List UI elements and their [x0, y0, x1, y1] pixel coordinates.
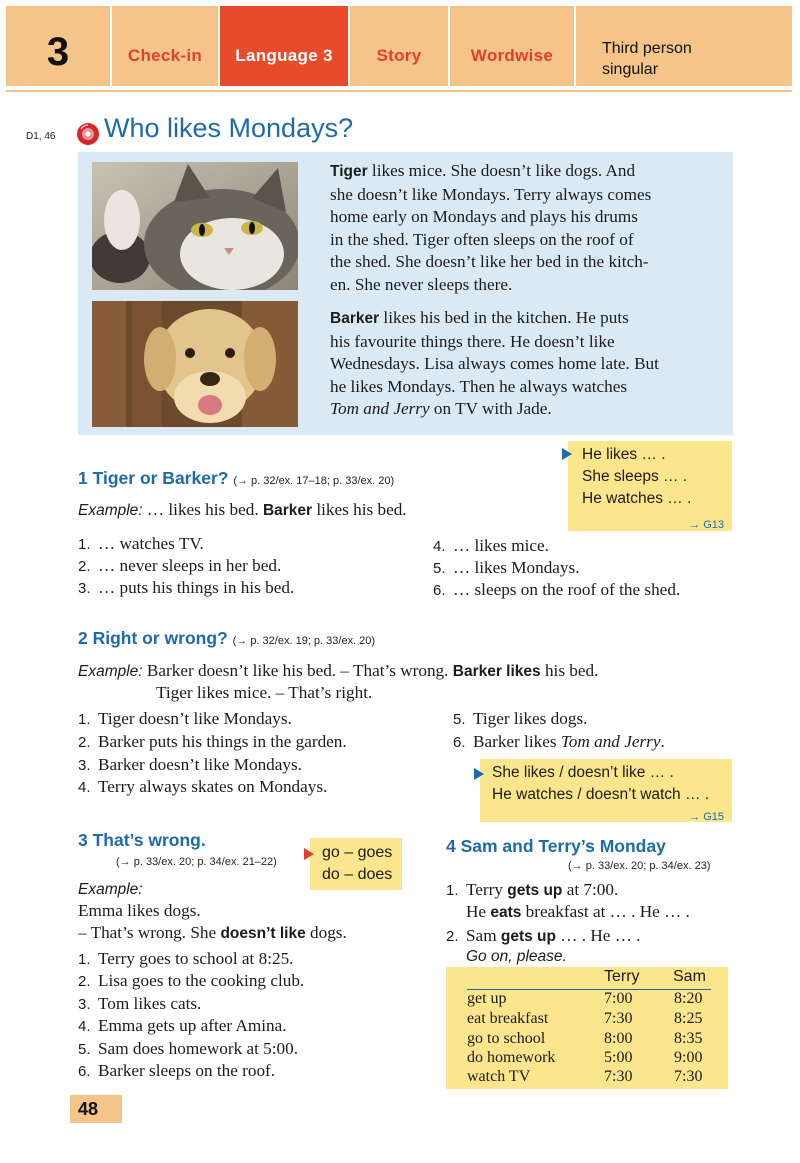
tiger-line: en. She never sleeps there.	[330, 274, 513, 294]
list-item: 1. Tiger doesn’t like Mondays.	[78, 709, 292, 728]
list-item: 4. … likes mice.	[433, 536, 549, 555]
exercise-3-heading: 3 That’s wrong.	[78, 830, 206, 850]
tiger-line: the shed. She doesn’t like her bed in the kitch-	[330, 252, 649, 272]
tiger-line: Tiger likes mice. She doesn’t like dogs. And	[330, 161, 636, 180]
exercise-4-heading: 4 Sam and Terry’s Monday	[446, 836, 666, 856]
exercise-2-title: Right or wrong?	[92, 628, 228, 648]
list-item: 2. … never sleeps in her bed.	[78, 556, 282, 575]
tab-language-3[interactable]: Language 3	[218, 6, 348, 86]
table-cell-activity: go to school	[467, 1030, 546, 1047]
grammar-box-2: She likes / doesn’t like … . He watches / doesn’t watch … . → G15	[480, 759, 732, 822]
grammar-box-1: He likes … . She sleeps … . He watches … . → G13	[568, 441, 732, 531]
barker-line: Wednesdays. Lisa always comes home late. But	[330, 354, 659, 374]
list-item: 3. Tom likes cats.	[78, 994, 202, 1013]
exercise-3-example-label: Example:	[78, 881, 143, 898]
audio-track-label: D1, 46	[26, 131, 56, 142]
exercise-4-line-2: He eats breakfast at … . He … .	[466, 902, 690, 921]
list-item: 1. Terry goes to school at 8:25.	[78, 949, 294, 968]
verb-hint-box: go – goes do – does	[310, 838, 402, 890]
barker-name: Barker	[330, 310, 380, 327]
table-cell-activity: get up	[467, 990, 507, 1007]
tiger-paragraph	[330, 160, 730, 297]
exercise-4-title: Sam and Terry’s Monday	[460, 836, 666, 856]
table-cell-terry: 7:30	[604, 1010, 633, 1027]
table-cell-terry: 7:30	[604, 1068, 633, 1085]
grammar-reference-link[interactable]: → G15	[689, 811, 724, 823]
table-cell-terry: 5:00	[604, 1049, 633, 1066]
table-cell-sam: 8:20	[674, 990, 703, 1007]
barker-paragraph	[330, 307, 730, 421]
exercise-3-example-1: Emma likes dogs.	[78, 901, 201, 920]
topic-label	[574, 6, 792, 86]
list-item: 2. Lisa goes to the cooking club.	[78, 971, 305, 990]
list-item: 4. Emma gets up after Amina.	[78, 1016, 287, 1035]
topic-line-1: Third person	[602, 40, 692, 57]
exercise-3-title: That’s wrong.	[92, 830, 206, 850]
tab-wordwise[interactable]: Wordwise	[448, 6, 574, 86]
header-divider	[6, 90, 792, 92]
list-item: 6. … sleeps on the roof of the shed.	[433, 580, 681, 599]
tiger-line: in the shed. Tiger often sleeps on the roof of	[330, 229, 634, 249]
exercise-1-reference: (→ p. 32/ex. 17–18; p. 33/ex. 20)	[233, 475, 395, 487]
table-cell-activity: eat breakfast	[467, 1010, 549, 1027]
barker-line: he likes Mondays. Then he always watches	[330, 376, 628, 396]
topic-line-2: singular	[602, 61, 659, 78]
table-cell-activity: watch TV	[467, 1068, 531, 1085]
column-header-terry: Terry	[604, 968, 640, 985]
exercise-1-title: Tiger or Barker?	[92, 468, 229, 488]
cat-photo	[92, 162, 298, 290]
list-item: 3. … puts his things in his bed.	[78, 578, 295, 597]
table-cell-sam: 9:00	[674, 1049, 703, 1066]
list-item: 3. Barker doesn’t like Mondays.	[78, 755, 302, 774]
table-cell-sam: 8:25	[674, 1010, 703, 1027]
tiger-line: she doesn’t like Mondays. Terry always comes	[330, 184, 652, 204]
schedule-table	[446, 967, 728, 1089]
barker-line: his favourite things there. He doesn’t like	[330, 331, 615, 351]
table-cell-sam: 8:35	[674, 1030, 703, 1047]
tiger-name: Tiger	[330, 163, 368, 180]
reading-box	[78, 152, 733, 435]
list-item: 6. Barker sleeps on the roof.	[78, 1061, 276, 1080]
exercise-1-heading: 1 Tiger or Barker? (→ p. 32/ex. 17–18; p. 33/ex. 20)	[78, 468, 395, 488]
exercise-4-line-3: 2. Sam gets up … . He … .	[446, 926, 641, 945]
exercise-2-example-2: Tiger likes mice. – That’s right.	[156, 683, 373, 702]
pointer-arrow-icon	[474, 768, 484, 780]
column-header-sam: Sam	[673, 968, 706, 985]
tab-story[interactable]: Story	[348, 6, 448, 86]
pointer-arrow-icon	[562, 448, 572, 460]
chapter-header	[6, 6, 792, 86]
list-item: 5. Tiger likes dogs.	[453, 709, 588, 728]
exercise-2-heading: 2 Right or wrong? (→ p. 32/ex. 19; p. 33/ex. 20)	[78, 628, 376, 648]
exercise-1-example: Example: … likes his bed. Barker likes his bed.	[78, 500, 407, 519]
exercise-2-reference: (→ p. 32/ex. 19; p. 33/ex. 20)	[232, 635, 376, 647]
list-item: 1. … watches TV.	[78, 534, 204, 553]
list-item: 2. Barker puts his things in the garden.	[78, 732, 347, 751]
exercise-4-line-1: 1. Terry gets up at 7:00.	[446, 880, 619, 899]
tab-check-in[interactable]: Check-in	[110, 6, 218, 86]
list-item: 4. Terry always skates on Mondays.	[78, 777, 328, 796]
page-number: 48	[70, 1095, 122, 1123]
barker-line: Tom and Jerry on TV with Jade.	[330, 399, 552, 419]
pointer-arrow-icon	[304, 848, 314, 860]
cd-audio-icon[interactable]	[76, 122, 100, 146]
table-cell-terry: 8:00	[604, 1030, 633, 1047]
exercise-3-example-2: – That’s wrong. She doesn’t like dogs.	[78, 923, 347, 942]
barker-line: Barker likes his bed in the kitchen. He puts	[330, 308, 629, 327]
exercise-3-reference: (→ p. 33/ex. 20; p. 34/ex. 21–22)	[116, 856, 277, 868]
list-item: 5. … likes Mondays.	[433, 558, 580, 577]
table-cell-sam: 7:30	[674, 1068, 703, 1085]
exercise-2-example: Example: Barker doesn’t like his bed. – That’s wrong. Barker likes his bed.	[78, 661, 599, 680]
exercise-4-reference: (→ p. 33/ex. 20; p. 34/ex. 23)	[568, 860, 711, 872]
table-cell-terry: 7:00	[604, 990, 633, 1007]
unit-number: 3	[46, 29, 70, 74]
table-cell-activity: do homework	[467, 1049, 556, 1066]
go-on-instruction: Go on, please.	[466, 948, 567, 965]
page-title: Who likes Mondays?	[104, 113, 354, 143]
grammar-reference-link[interactable]: → G13	[689, 519, 724, 531]
tiger-line: home early on Mondays and plays his drums	[330, 207, 638, 227]
list-item: 6. Barker likes Tom and Jerry.	[453, 732, 665, 751]
list-item: 5. Sam does homework at 5:00.	[78, 1039, 299, 1058]
dog-photo	[92, 301, 298, 427]
